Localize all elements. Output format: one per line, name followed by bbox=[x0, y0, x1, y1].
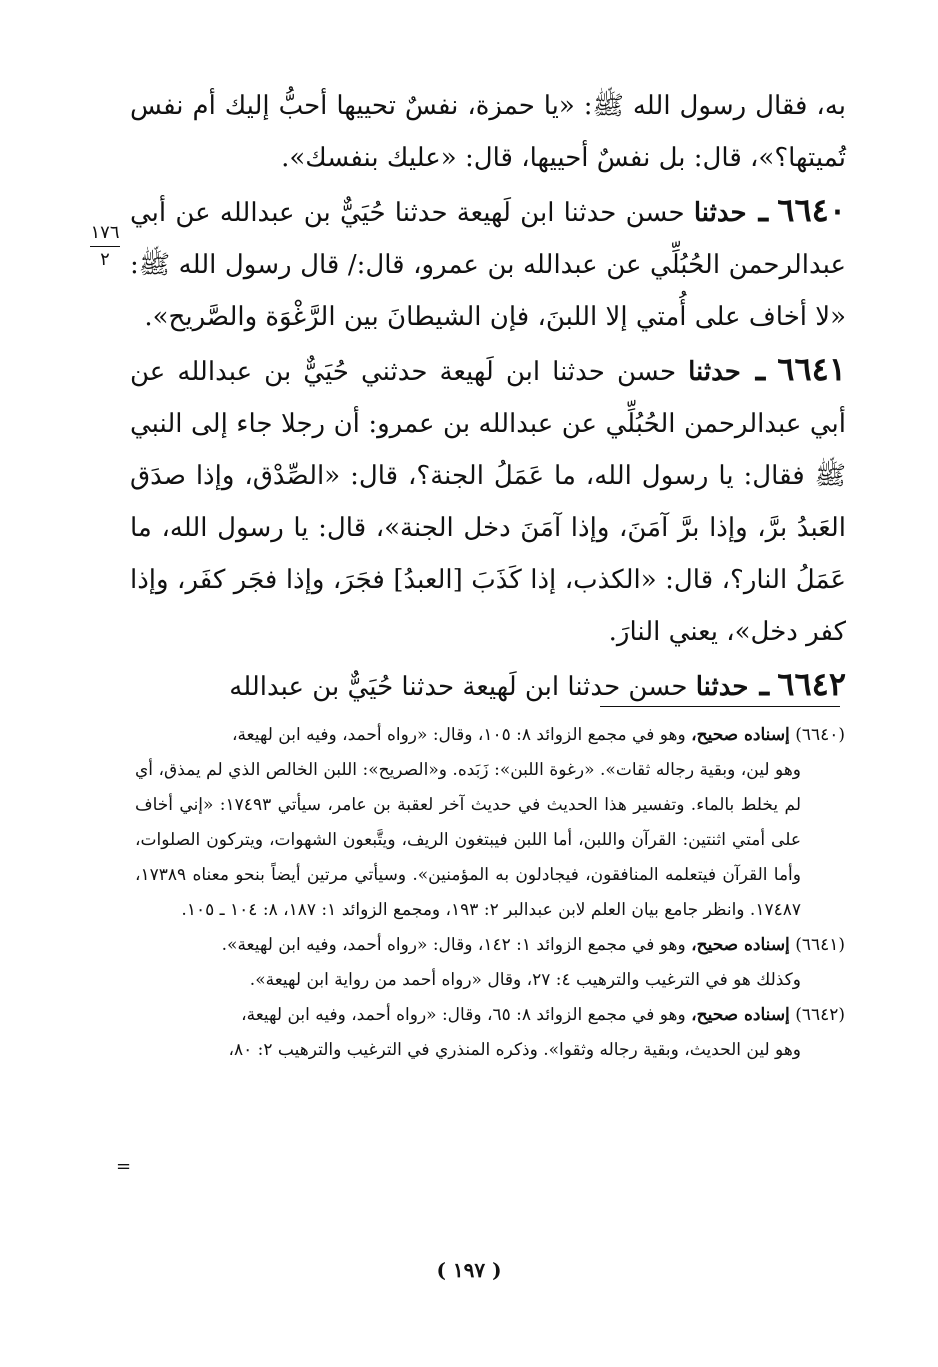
margin-ref-bottom: ٢ bbox=[100, 249, 110, 270]
footnote-divider bbox=[600, 706, 840, 707]
footnote-6642-continuation: وهو لين الحديث، وبقية رجاله وثقوا». وذكره المنذري في الترغيب والترهيب ٢: ٨٠، bbox=[228, 1040, 801, 1060]
footnote-ref: (٦٦٤٠) bbox=[795, 725, 845, 745]
footnote-6641 bbox=[135, 928, 845, 963]
hadith-number: ٦٦٤٠ bbox=[777, 191, 847, 229]
main-text bbox=[130, 80, 846, 713]
margin-ref-divider bbox=[90, 246, 120, 247]
footnote-verdict: إسناده صحيح، bbox=[691, 1005, 790, 1025]
continuation-mark: = bbox=[116, 1156, 132, 1177]
hadith-text: حسن حدثنا ابن لَهيعة حدثنا حُيَيٌّ بن عبدالله عن أبي عبدالرحمن الحُبُلِّي عن عبدالله بن عمرو، قال:/ قال رسول الله ﷺ: «لا أخاف على أُمتي إلا اللبنَ، فإن الشيطانَ بين الرَّغْوَة والصَّريح». bbox=[130, 198, 846, 332]
footnote-lead: وهو في مجمع الزوائد ١: ١٤٢، وقال: «رواه أحمد، وفيه ابن لهيعة». bbox=[221, 935, 686, 955]
footnote-ref: (٦٦٤٢) bbox=[795, 1005, 845, 1025]
margin-reference bbox=[82, 222, 128, 271]
footnote-verdict: إسناده صحيح، bbox=[691, 935, 790, 955]
hadith-text: حسن حدثنا ابن لَهيعة حدثنا حُيَيٌّ بن عبدالله bbox=[229, 672, 688, 702]
footnote-lead: وهو في مجمع الزوائد ٨: ١٠٥، وقال: «رواه أحمد، وفيه ابن لهيعة، bbox=[231, 725, 686, 745]
hadith-6642: ٦٦٤٢ ـ حدثنا حسن حدثنا ابن لَهيعة حدثنا حُيَيٌّ بن عبدالله bbox=[229, 665, 846, 703]
footnote-6641-continuation: وكذلك هو في الترغيب والترهيب ٤: ٢٧، وقال «رواه أحمد من رواية ابن لهيعة». bbox=[249, 970, 801, 990]
footnote-verdict: إسناده صحيح، bbox=[691, 725, 790, 745]
page-number: ( ١٩٧ ) bbox=[436, 1258, 502, 1282]
hadith-text: حسن حدثنا ابن لَهيعة حدثني حُيَيٌّ بن عبدالله عن أبي عبدالرحمن الحُبُلِّي عن عبدالله بن عمرو: أن رجلا جاء إلى النبي ﷺ فقال: يا رسول الله، ما عَمَلُ الجنة؟، قال: «الصِّدْق، وإذا صدَق العَبدُ برَّ، وإذا برَّ آمَنَ، وإذا آمَنَ دخل الجنة»، قال: يا رسول الله، ما عَمَلُ النار؟، قال: «الكذب، إذا كَذَبَ [العبدُ] فجَرَ، وإذا فجَر كفَر، وإذا كفر دخل»، يعني النارَ. bbox=[130, 357, 846, 647]
hadith-opening: حدثنا bbox=[688, 357, 741, 387]
paragraph-continuation: به، فقال رسول الله ﷺ: «يا حمزة، نفسٌ تحييها أحبُّ إليك أم نفس تُميتها؟»، قال: بل نفسٌ أحييها، قال: «عليك بنفسك». bbox=[130, 91, 846, 173]
hadith-number: ٦٦٤١ bbox=[777, 350, 847, 388]
footnote-6640 bbox=[135, 718, 845, 753]
footnote-lead: وهو في مجمع الزوائد ٨: ٦٥، وقال: «رواه أحمد، وفيه ابن لهيعة، bbox=[241, 1005, 686, 1025]
hadith-number: ٦٦٤٢ bbox=[777, 665, 846, 703]
hadith-opening: حدثنا bbox=[695, 672, 749, 702]
hadith-6640: ٦٦٤٠ ـ حدثنا حسن حدثنا ابن لَهيعة حدثنا حُيَيٌّ بن عبدالله عن أبي عبدالرحمن الحُبُلِّي عن عبدالله بن عمرو، قال:/ قال رسول الله ﷺ: «لا أخاف على أُمتي إلا اللبنَ، فإن الشيطانَ بين الرَّغْوَة والصَّريح». bbox=[130, 191, 847, 332]
footnotes bbox=[135, 718, 845, 1068]
footnote-6640-continuation: وهو لين، وبقية رجاله ثقات». «رغوة اللبن»: زَبَده. و«الصريح»: اللبن الخالص الذي لم يمذق، أي لم يخلط بالماء. وتفسير هذا الحديث في حديث آخر لعقبة بن عامر، سيأتي ١٧٤٩٣: «إني أخاف على أمتي اثنتين: القرآن واللبن، أما اللبن فيبتغون الريف، ويتَّبعون الشهوات، ويتركون الصلوات، وأما القرآن فيتعلمه المنافقون، فيجادلون به المؤمنين». وسيأتي مرتين أيضاً بنحو معناه ١٧٣٨٩، ١٧٤٨٧. وانظر جامع بيان العلم لابن عبدالبر ٢: ١٩٣، ومجمع الزوائد ١: ١٨٧، ٨: ١٠٤ ـ ١٠٥. bbox=[135, 760, 801, 920]
margin-ref-top: ١٧٦ bbox=[90, 222, 120, 243]
footnote-ref: (٦٦٤١) bbox=[795, 935, 845, 955]
hadith-6641: ٦٦٤١ ـ حدثنا حسن حدثنا ابن لَهيعة حدثني حُيَيٌّ بن عبدالله عن أبي عبدالرحمن الحُبُلِّي عن عبدالله بن عمرو: أن رجلا جاء إلى النبي ﷺ فقال: يا رسول الله، ما عَمَلُ الجنة؟، قال: «الصِّدْق، وإذا صدَق العَبدُ برَّ، وإذا برَّ آمَنَ، وإذا آمَنَ دخل الجنة»، قال: يا رسول الله، ما عَمَلُ النار؟، قال: «الكذب، إذا كَذَبَ [العبدُ] فجَرَ، وإذا فجَر كفَر، وإذا كفر دخل»، يعني النارَ. bbox=[130, 350, 847, 647]
hadith-opening: حدثنا bbox=[693, 198, 747, 228]
footnote-6642 bbox=[135, 998, 845, 1033]
